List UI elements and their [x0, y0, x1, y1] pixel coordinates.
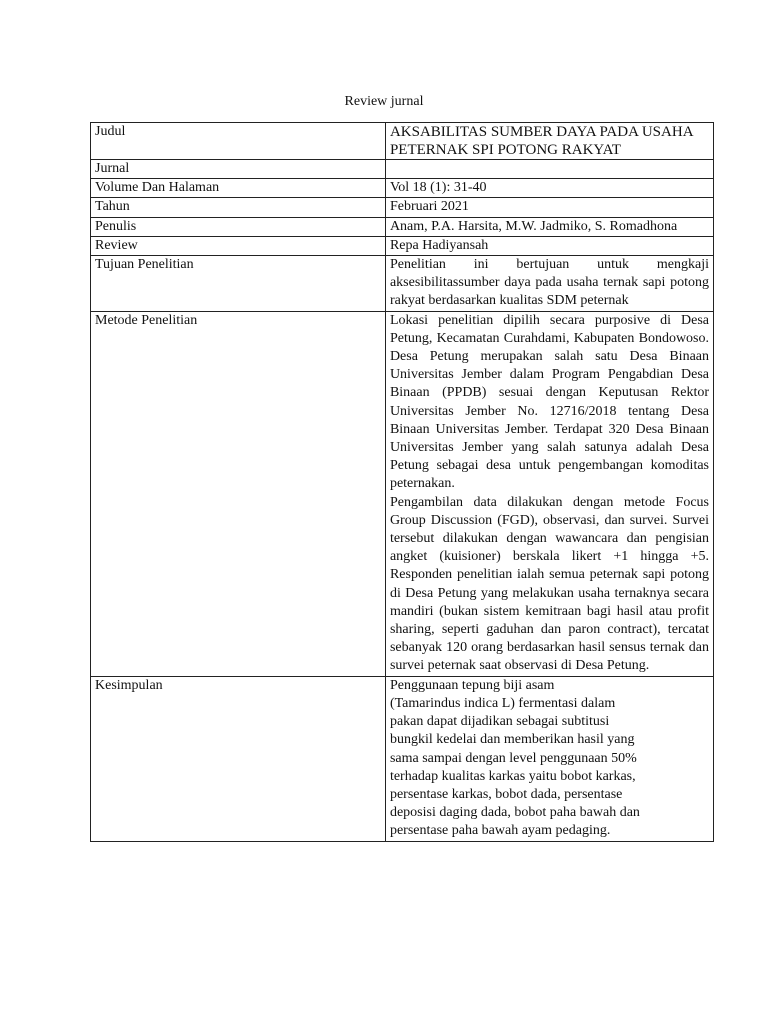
table-row-tahun: [91, 198, 714, 217]
kesimpulan-line: sama sampai dengan level penggunaan 50%: [389, 750, 637, 766]
value-penulis: Anam, P.A. Harsita, M.W. Jadmiko, S. Romadhona: [385, 217, 713, 236]
review-table: [90, 122, 714, 842]
table-row-kesimpulan: [91, 676, 714, 841]
value-judul: AKSABILITAS SUMBER DAYA PADA USAHA PETERNAK SPI POTONG RAKYAT: [385, 123, 713, 160]
metode-paragraph-1: Lokasi penelitian dipilih secara purposive di Desa Petung, Kecamatan Curahdami, Kabupaten Bondowoso. Desa Petung merupakan salah satu Desa Binaan Universitas Jember dalam Program Pengabdian Desa Binaan (PPDB) sesuai dengan Keputusan Rektor Universitas Jember No. 12716/2018 tentang Desa Binaan Universitas Jember. Terdapat 320 Desa Binaan Universitas Jember yang salah satunya adalah Desa Petung sebagai desa untuk pengembangan komoditas peternakan.: [389, 312, 709, 492]
label-kesimpulan: Kesimpulan: [91, 676, 386, 841]
label-penulis: Penulis: [91, 217, 386, 236]
value-jurnal: [385, 160, 713, 179]
label-tujuan: Tujuan Penelitian: [91, 256, 386, 312]
value-kesimpulan: [385, 676, 713, 841]
kesimpulan-line: terhadap kualitas karkas yaitu bobot karkas,: [389, 768, 636, 784]
table-row-judul: [91, 123, 714, 160]
kesimpulan-line: Penggunaan tepung biji asam: [389, 677, 555, 693]
table-row-jurnal: [91, 160, 714, 179]
label-volume: Volume Dan Halaman: [91, 179, 386, 198]
kesimpulan-line: bungkil kedelai dan memberikan hasil yang: [389, 732, 635, 748]
label-tahun: Tahun: [91, 198, 386, 217]
kesimpulan-line: (Tamarindus indica L) fermentasi dalam: [389, 695, 616, 711]
label-jurnal: Jurnal: [91, 160, 386, 179]
table-row-volume: [91, 179, 714, 198]
kesimpulan-line: deposisi daging dada, bobot paha bawah dan: [389, 805, 640, 821]
kesimpulan-line: persentase paha bawah ayam pedaging.: [389, 823, 611, 839]
label-judul: Judul: [91, 123, 386, 160]
label-metode: Metode Penelitian: [91, 311, 386, 676]
label-review: Review: [91, 236, 386, 255]
document-title: Review jurnal: [344, 94, 424, 109]
value-metode: [385, 311, 713, 676]
table-row-penulis: [91, 217, 714, 236]
value-tujuan: Penelitian ini bertujuan untuk mengkaji aksesibilitassumber daya pada usaha ternak sapi potong rakyat berdasarkan kualitas SDM peternak: [385, 256, 713, 312]
kesimpulan-line: persentase karkas, bobot dada, persentase: [389, 786, 623, 802]
value-volume: Vol 18 (1): 31-40: [385, 179, 713, 198]
table-row-metode: [91, 311, 714, 676]
value-review: Repa Hadiyansah: [385, 236, 713, 255]
value-tahun: Februari 2021: [385, 198, 713, 217]
kesimpulan-line: pakan dapat dijadikan sebagai subtitusi: [389, 714, 610, 730]
table-row-review: [91, 236, 714, 255]
table-row-tujuan: [91, 256, 714, 312]
metode-paragraph-2: Pengambilan data dilakukan dengan metode Focus Group Discussion (FGD), observasi, dan survei. Survei tersebut dilakukan dengan wawancara dan pengisian angket (kuisioner) berskala likert +1 hingga +5. Responden penelitian ialah semua peternak sapi potong di Desa Petung yang melakukan usaha ternaknya secara mandiri (bukan sistem kemitraan bagi hasil atau profit sharing, seperti gaduhan dan paron contract), tercatat sebanyak 120 orang berdasarkan hasil sensus ternak dan survei peternak saat observasi di Desa Petung.: [389, 494, 709, 674]
